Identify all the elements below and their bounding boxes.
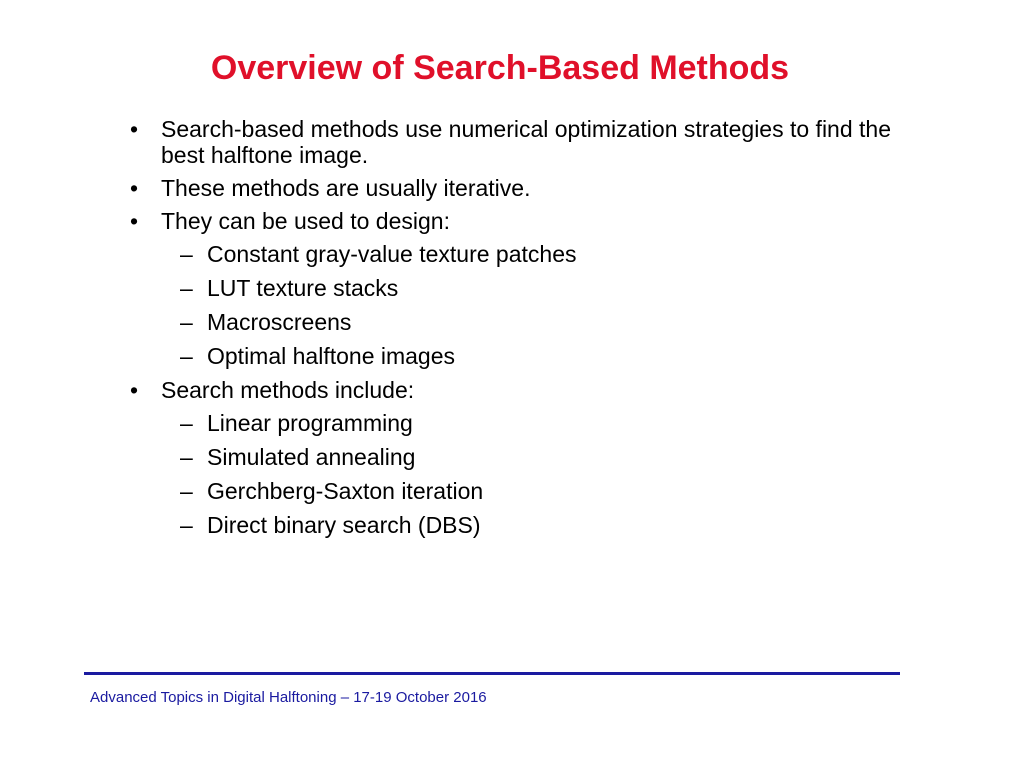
- sub-bullet-text: Optimal halftone images: [207, 343, 456, 369]
- sub-bullet-item: [130, 275, 900, 302]
- bullet-item: [130, 208, 900, 234]
- bullet-text: Search methods include:: [161, 377, 415, 403]
- sub-bullet-text: Gerchberg-Saxton iteration: [207, 478, 484, 504]
- dash-marker: –: [180, 410, 193, 436]
- dash-marker: –: [180, 478, 193, 504]
- bullet-text: These methods are usually iterative.: [161, 175, 531, 201]
- dash-marker: –: [180, 512, 193, 538]
- footer-text: Advanced Topics in Digital Halftoning – 17-19 October 2016: [90, 689, 487, 706]
- bullet-text: They can be used to design:: [161, 208, 450, 234]
- sub-bullet-item: [130, 241, 900, 268]
- slide-title: Overview of Search-Based Methods: [210, 49, 790, 87]
- sub-bullet-text: LUT texture stacks: [207, 275, 399, 301]
- dash-marker: –: [180, 241, 193, 267]
- sub-bullet-text: Macroscreens: [207, 309, 352, 335]
- sub-bullet-text: Linear programming: [207, 410, 413, 436]
- sub-bullet-text: Simulated annealing: [207, 444, 416, 470]
- bullet-marker: •: [130, 116, 139, 142]
- bullet-item: [130, 116, 900, 168]
- bullet-text: Search-based methods use numerical optimization strategies to find the best halftone image.: [161, 116, 892, 168]
- footer-divider: [84, 672, 900, 675]
- sub-bullet-item: [130, 343, 900, 370]
- bullet-marker: •: [130, 377, 139, 403]
- sub-bullet-text: Constant gray-value texture patches: [207, 241, 577, 267]
- sub-bullet-item: [130, 444, 900, 471]
- bullet-item: [130, 175, 900, 201]
- sub-bullet-item: [130, 410, 900, 437]
- dash-marker: –: [180, 309, 193, 335]
- bullet-marker: •: [130, 175, 139, 201]
- bullet-item: [130, 377, 900, 403]
- dash-marker: –: [180, 275, 193, 301]
- bullet-marker: •: [130, 208, 139, 234]
- dash-marker: –: [180, 343, 193, 369]
- sub-bullet-text: Direct binary search (DBS): [207, 512, 481, 538]
- sub-bullet-item: [130, 512, 900, 539]
- sub-bullet-item: [130, 309, 900, 336]
- dash-marker: –: [180, 444, 193, 470]
- bullet-list: [130, 116, 900, 546]
- sub-bullet-item: [130, 478, 900, 505]
